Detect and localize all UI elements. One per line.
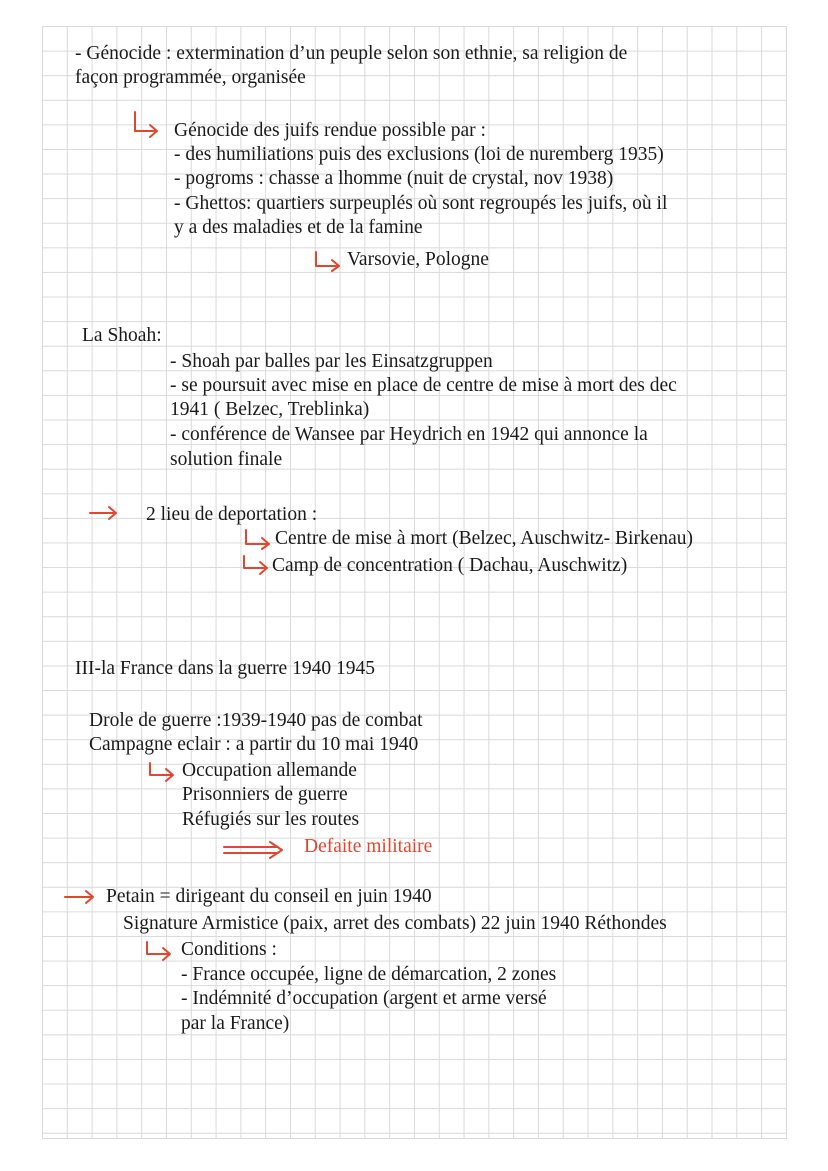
consequence-item: Réfugiés sur les routes	[182, 809, 360, 830]
return-arrow-icon	[243, 528, 273, 550]
shoah-title: La Shoah:	[82, 325, 162, 346]
shoah-line: - Shoah par balles par les Einsatzgruppen	[170, 351, 493, 372]
campagne-eclair: Campagne eclair : a partir du 10 mai 1940	[89, 734, 419, 755]
return-arrow-icon	[313, 250, 343, 272]
conditions-title: Conditions :	[181, 939, 277, 960]
deportation-title: 2 lieu de deportation :	[146, 504, 318, 525]
genocide-juifs-title: Génocide des juifs rendue possible par :	[174, 120, 486, 141]
shoah-line: - se poursuit avec mise en place de centre de mise à mort des dec	[170, 375, 677, 396]
petain-line: Petain = dirigeant du conseil en juin 1940	[106, 886, 432, 907]
return-arrow-icon	[147, 761, 177, 783]
condition-item: - Indémnité d’occupation (argent et arme versé	[181, 988, 547, 1009]
ghetto-example: Varsovie, Pologne	[347, 249, 489, 270]
return-arrow-icon	[241, 554, 271, 578]
genocide-definition-line2: façon programmée, organisée	[75, 67, 306, 88]
genocide-item: - pogroms : chasse a lhomme (nuit de crystal, nov 1938)	[174, 168, 614, 189]
consequence-item: Prisonniers de guerre	[182, 784, 348, 805]
dash-arrow-icon	[63, 888, 99, 906]
dash-arrow-icon	[88, 504, 122, 522]
defaite-militaire: Defaite militaire	[304, 836, 433, 857]
deportation-place: Camp de concentration ( Dachau, Auschwitz)	[272, 555, 628, 576]
genocide-item: y a des maladies et de la famine	[174, 217, 423, 238]
shoah-line: solution finale	[170, 449, 283, 470]
shoah-line: - conférence de Wansee par Heydrich en 1942 qui annonce la	[170, 424, 648, 445]
genocide-item: - Ghettos: quartiers surpeuplés où sont regroupés les juifs, où il	[174, 193, 668, 214]
drole-de-guerre: Drole de guerre :1939-1940 pas de combat	[89, 710, 423, 731]
condition-item: - France occupée, ligne de démarcation, 2 zones	[181, 964, 557, 985]
armistice-line: Signature Armistice (paix, arret des combats) 22 juin 1940 Réthondes	[123, 913, 667, 934]
return-arrow-icon	[144, 940, 174, 962]
condition-item: par la France)	[181, 1013, 290, 1034]
double-arrow-icon	[222, 839, 288, 861]
deportation-place: Centre de mise à mort (Belzec, Auschwitz- Birkenau)	[275, 528, 694, 549]
return-arrow-icon	[131, 110, 161, 138]
genocide-definition-line1: - Génocide : extermination d’un peuple selon son ethnie, sa religion de	[75, 43, 628, 64]
shoah-line: 1941 ( Belzec, Treblinka)	[170, 399, 370, 420]
consequence-item: Occupation allemande	[182, 760, 357, 781]
section-heading: III-la France dans la guerre 1940 1945	[75, 658, 375, 679]
genocide-item: - des humiliations puis des exclusions (loi de nuremberg 1935)	[174, 144, 664, 165]
